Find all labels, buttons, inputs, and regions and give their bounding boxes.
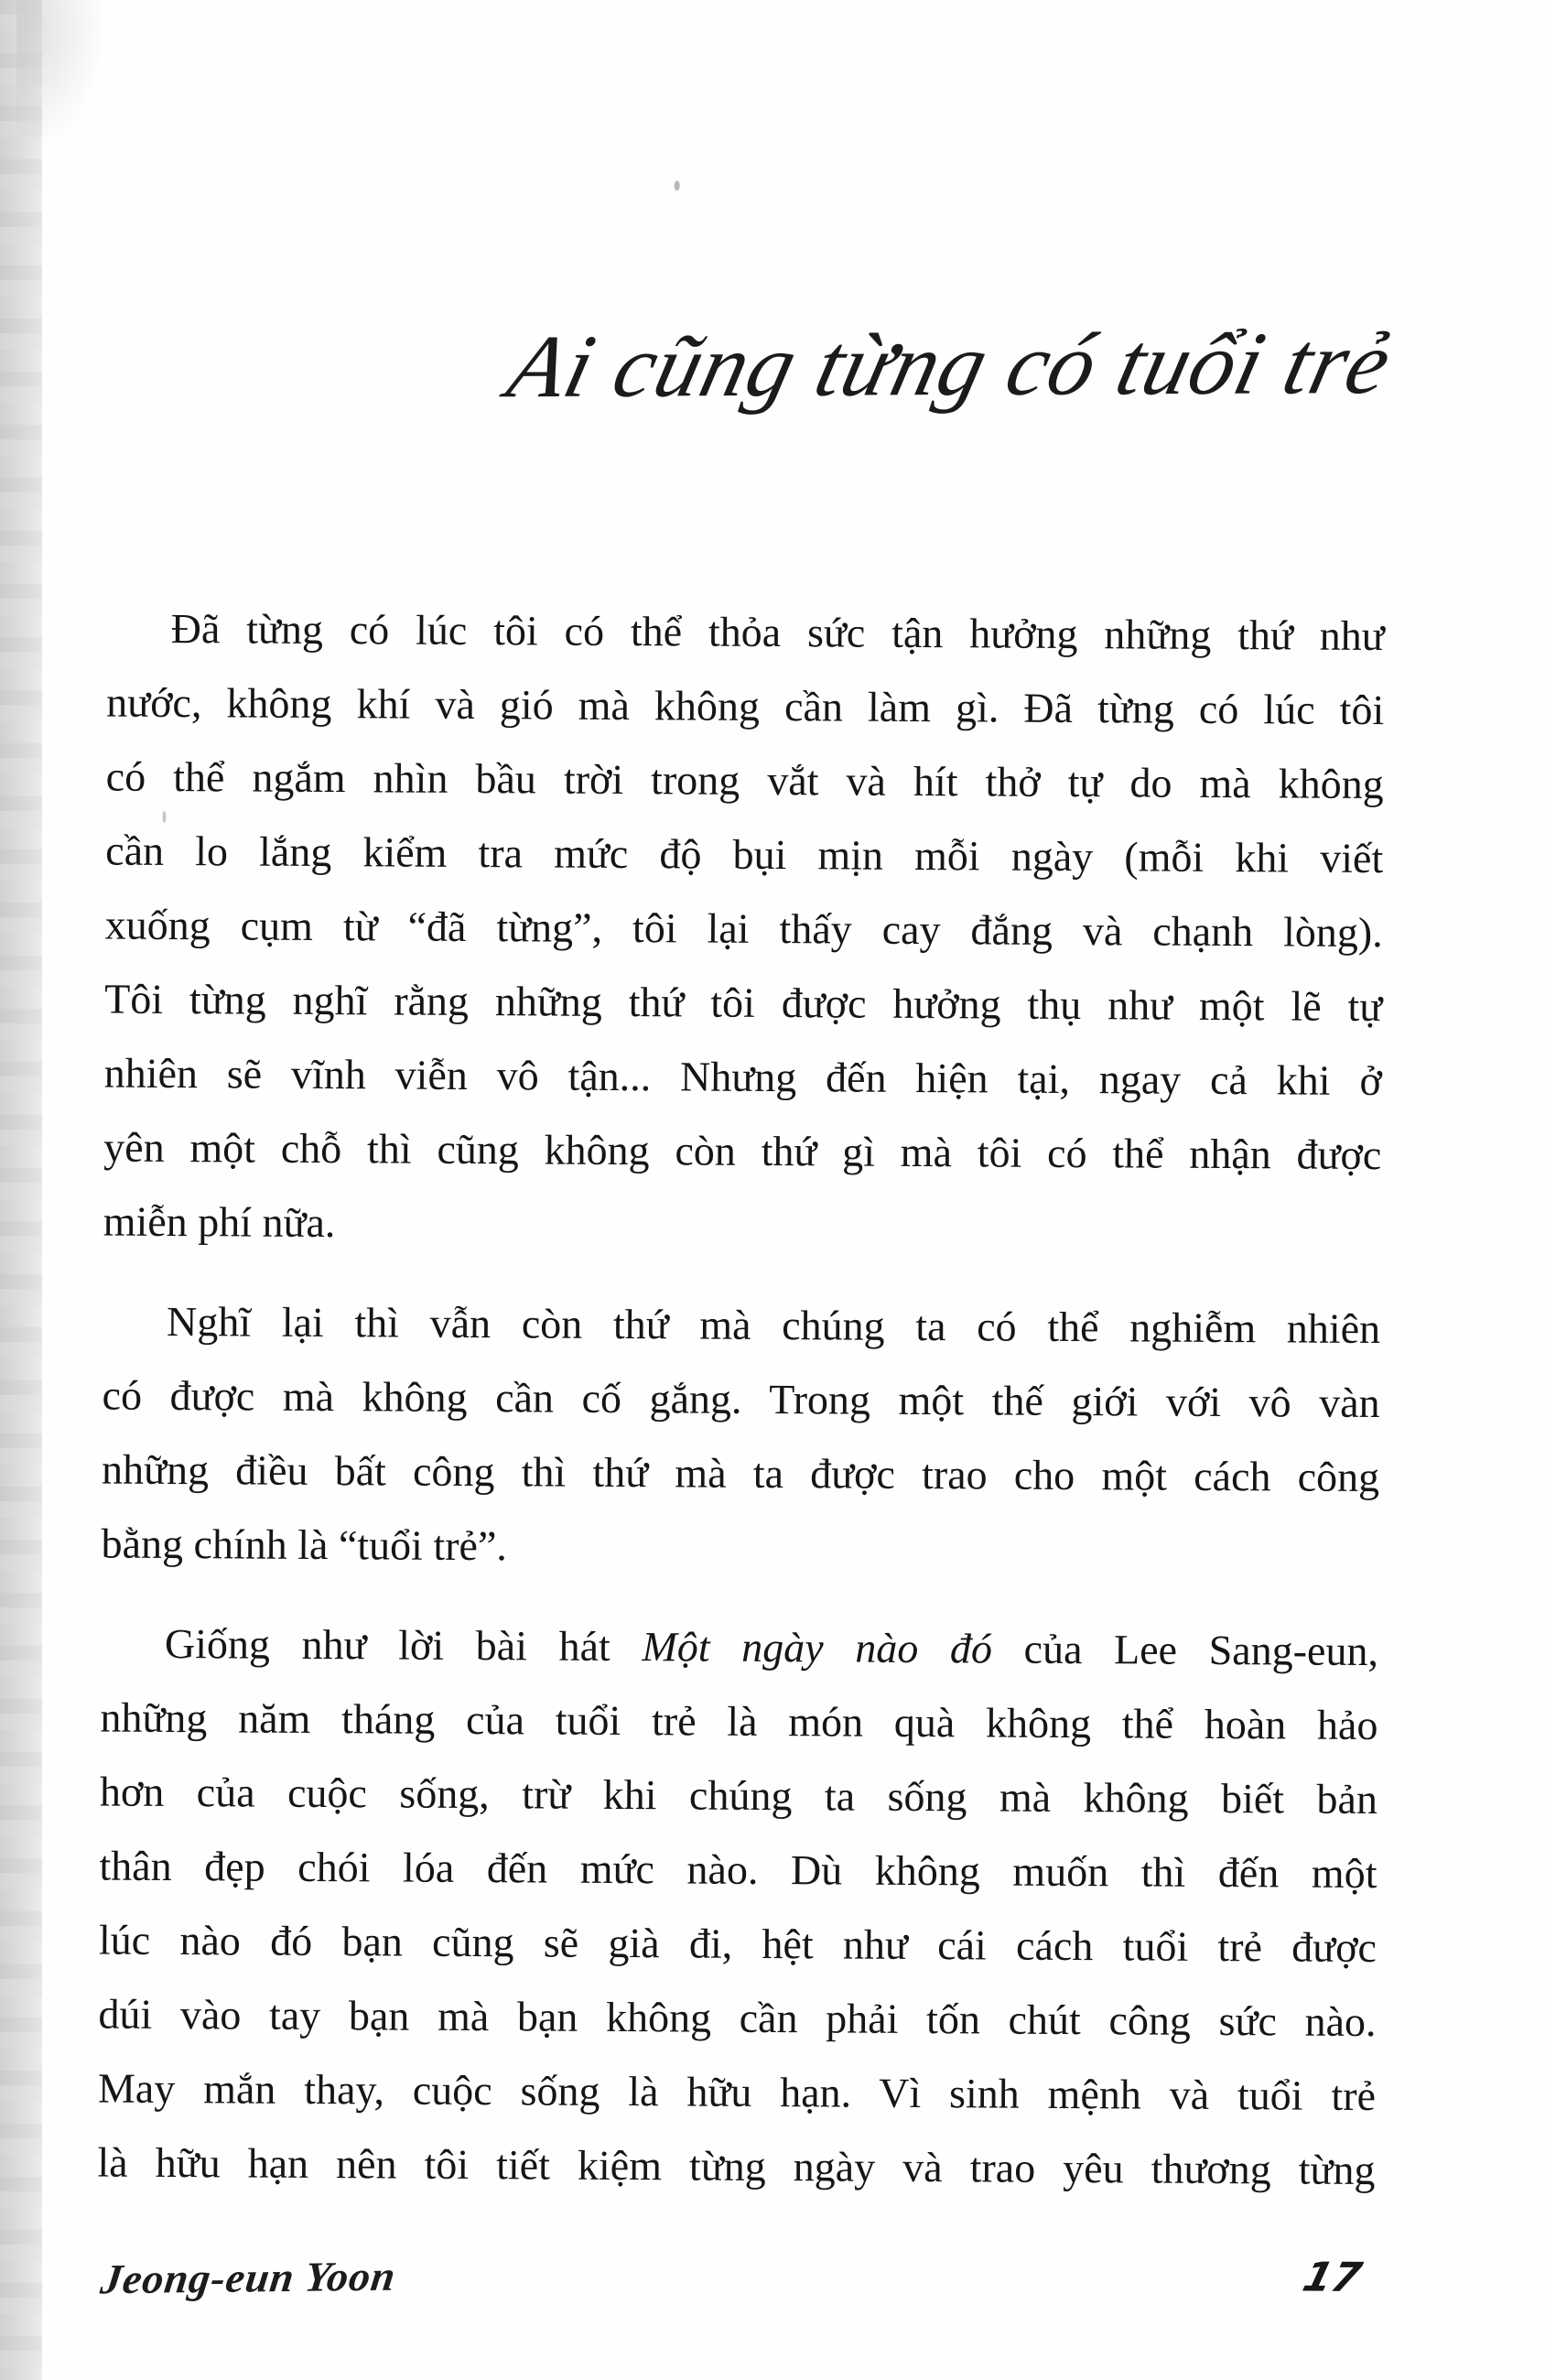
paragraph-1 xyxy=(103,591,1385,1267)
text-line: có thể ngắm nhìn bầu trời trong vắt và hít thở tự do mà không xyxy=(105,752,1384,808)
scan-speck xyxy=(675,180,680,190)
text-line: nhiên sẽ vĩnh viễn vô tận... Nhưng đến hiện tại, ngay cả khi ở xyxy=(103,1049,1382,1105)
text-line: cần lo lắng kiểm tra mức độ bụi mịn mỗi ngày (mỗi khi viết xyxy=(105,827,1384,882)
text-line: là hữu hạn nên tôi tiết kiệm từng ngày và trao yêu thương từng xyxy=(97,2138,1376,2194)
text-segment: Giống như lời bài hát xyxy=(164,1619,643,1671)
page-number: 17 xyxy=(1298,2254,1367,2301)
chapter-title-script: Ai cũng từng có tuổi trẻ xyxy=(499,314,1401,417)
text-line: bằng chính là “tuổi trẻ”. xyxy=(101,1520,508,1570)
paragraph-2 xyxy=(101,1284,1380,1589)
text-line: hơn của cuộc sống, trừ khi chúng ta sống mà không biết bản xyxy=(99,1768,1378,1823)
paragraph-3 xyxy=(97,1606,1378,2208)
text-line xyxy=(101,1606,1378,1689)
text-line: dúi vào tay bạn mà bạn không cần phải tốn chút công sức nào. xyxy=(98,1990,1377,2046)
text-line: những năm tháng của tuổi trẻ là món quà không thể hoàn hảo xyxy=(100,1693,1378,1749)
text-line: yên một chỗ thì cũng không còn thứ gì mà tôi có thể nhận được xyxy=(103,1123,1382,1179)
text-line: Đã từng có lúc tôi có thể thỏa sức tận hưởng những thứ như xyxy=(170,604,1385,660)
text-line: thân đẹp chói lóa đến mức nào. Dù không muốn thì đến một xyxy=(99,1842,1378,1898)
text-line: Nghĩ lại thì vẫn còn thứ mà chúng ta có thể nghiễm nhiên xyxy=(166,1297,1381,1353)
text-segment: của Lee Sang-eun, xyxy=(991,1625,1379,1675)
song-title-italic: Một ngày nào đó xyxy=(642,1623,993,1672)
body-text xyxy=(97,591,1385,2207)
text-line: xuống cụm từ “đã từng”, tôi lại thấy cay đắng và chạnh lòng). xyxy=(104,901,1383,957)
text-line: Tôi từng nghĩ rằng những thứ tôi được hưởng thụ như một lẽ tự xyxy=(104,975,1383,1031)
text-line: có được mà không cần cố gắng. Trong một thế giới với vô vàn xyxy=(102,1371,1380,1427)
text-line: miễn phí nữa. xyxy=(103,1197,336,1247)
text-line: những điều bất công thì thứ mà ta được trao cho một cách công xyxy=(101,1445,1380,1501)
text-line: lúc nào đó bạn cũng sẽ già đi, hệt như cái cách tuổi trẻ được xyxy=(98,1916,1378,1972)
author-signature: Jeong-eun Yoon xyxy=(98,2252,399,2303)
text-line: nước, không khí và gió mà không cần làm gì. Đã từng có lúc tôi xyxy=(106,678,1385,734)
text-line: May mắn thay, cuộc sống là hữu hạn. Vì sinh mệnh và tuổi trẻ xyxy=(97,2064,1377,2120)
